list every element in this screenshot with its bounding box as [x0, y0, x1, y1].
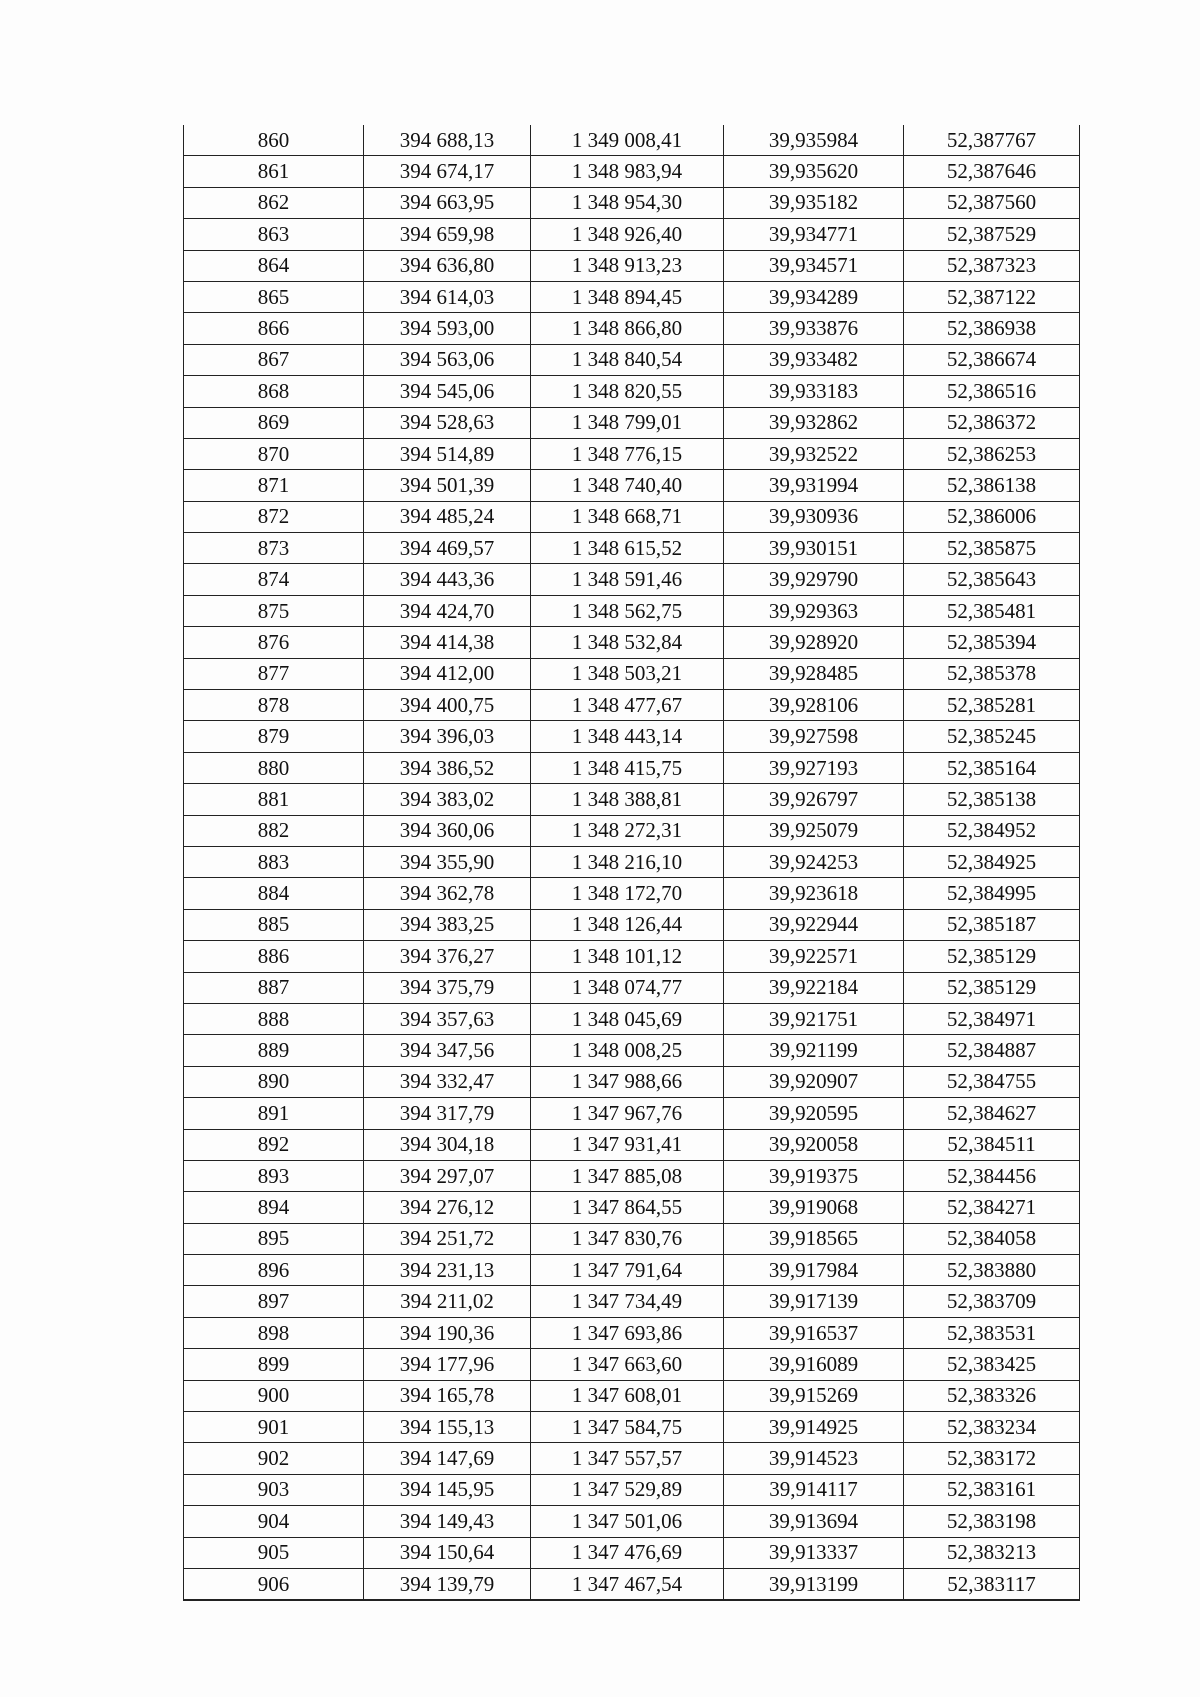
latitude-cell: 52,385281 [904, 690, 1080, 721]
x-coordinate-cell: 394 139,79 [364, 1568, 531, 1600]
latitude-cell: 52,383326 [904, 1380, 1080, 1411]
point-number-cell: 896 [184, 1255, 364, 1286]
table-row [184, 376, 1080, 407]
x-coordinate-cell: 394 386,52 [364, 752, 531, 783]
point-number-cell: 875 [184, 595, 364, 626]
x-coordinate-cell: 394 412,00 [364, 658, 531, 689]
longitude-cell: 39,917984 [724, 1255, 904, 1286]
coordinates-table [183, 125, 1080, 1601]
longitude-cell: 39,930151 [724, 533, 904, 564]
longitude-cell: 39,932522 [724, 438, 904, 469]
y-coordinate-cell: 1 347 557,57 [531, 1443, 724, 1474]
y-coordinate-cell: 1 347 584,75 [531, 1412, 724, 1443]
longitude-cell: 39,914925 [724, 1412, 904, 1443]
longitude-cell: 39,923618 [724, 878, 904, 909]
y-coordinate-cell: 1 348 799,01 [531, 407, 724, 438]
table-row [184, 1003, 1080, 1034]
latitude-cell: 52,383198 [904, 1506, 1080, 1537]
x-coordinate-cell: 394 190,36 [364, 1317, 531, 1348]
table-row [184, 752, 1080, 783]
longitude-cell: 39,913337 [724, 1537, 904, 1568]
x-coordinate-cell: 394 614,03 [364, 281, 531, 312]
y-coordinate-cell: 1 347 864,55 [531, 1192, 724, 1223]
y-coordinate-cell: 1 348 008,25 [531, 1035, 724, 1066]
point-number-cell: 906 [184, 1568, 364, 1600]
longitude-cell: 39,933183 [724, 376, 904, 407]
longitude-cell: 39,935620 [724, 156, 904, 187]
longitude-cell: 39,919068 [724, 1192, 904, 1223]
x-coordinate-cell: 394 469,57 [364, 533, 531, 564]
table-row [184, 1223, 1080, 1254]
longitude-cell: 39,929790 [724, 564, 904, 595]
y-coordinate-cell: 1 347 501,06 [531, 1506, 724, 1537]
latitude-cell: 52,383161 [904, 1474, 1080, 1505]
latitude-cell: 52,384925 [904, 846, 1080, 877]
table-row [184, 1568, 1080, 1600]
point-number-cell: 905 [184, 1537, 364, 1568]
latitude-cell: 52,385643 [904, 564, 1080, 595]
latitude-cell: 52,386674 [904, 344, 1080, 375]
point-number-cell: 900 [184, 1380, 364, 1411]
latitude-cell: 52,386006 [904, 501, 1080, 532]
y-coordinate-cell: 1 348 415,75 [531, 752, 724, 783]
x-coordinate-cell: 394 501,39 [364, 470, 531, 501]
longitude-cell: 39,922944 [724, 909, 904, 940]
latitude-cell: 52,386138 [904, 470, 1080, 501]
table-row [184, 125, 1080, 156]
table-row [184, 407, 1080, 438]
latitude-cell: 52,385187 [904, 909, 1080, 940]
x-coordinate-cell: 394 251,72 [364, 1223, 531, 1254]
latitude-cell: 52,385394 [904, 627, 1080, 658]
latitude-cell: 52,383172 [904, 1443, 1080, 1474]
y-coordinate-cell: 1 347 931,41 [531, 1129, 724, 1160]
y-coordinate-cell: 1 347 734,49 [531, 1286, 724, 1317]
longitude-cell: 39,914117 [724, 1474, 904, 1505]
y-coordinate-cell: 1 347 988,66 [531, 1066, 724, 1097]
point-number-cell: 870 [184, 438, 364, 469]
latitude-cell: 52,385129 [904, 941, 1080, 972]
latitude-cell: 52,383117 [904, 1568, 1080, 1600]
longitude-cell: 39,920595 [724, 1098, 904, 1129]
latitude-cell: 52,385378 [904, 658, 1080, 689]
longitude-cell: 39,935984 [724, 125, 904, 156]
table-row [184, 1380, 1080, 1411]
x-coordinate-cell: 394 155,13 [364, 1412, 531, 1443]
point-number-cell: 864 [184, 250, 364, 281]
x-coordinate-cell: 394 147,69 [364, 1443, 531, 1474]
table-row [184, 1506, 1080, 1537]
longitude-cell: 39,921751 [724, 1003, 904, 1034]
point-number-cell: 873 [184, 533, 364, 564]
x-coordinate-cell: 394 383,25 [364, 909, 531, 940]
latitude-cell: 52,386938 [904, 313, 1080, 344]
y-coordinate-cell: 1 348 126,44 [531, 909, 724, 940]
latitude-cell: 52,387323 [904, 250, 1080, 281]
y-coordinate-cell: 1 348 101,12 [531, 941, 724, 972]
y-coordinate-cell: 1 347 885,08 [531, 1160, 724, 1191]
y-coordinate-cell: 1 347 529,89 [531, 1474, 724, 1505]
x-coordinate-cell: 394 485,24 [364, 501, 531, 532]
y-coordinate-cell: 1 348 983,94 [531, 156, 724, 187]
y-coordinate-cell: 1 348 913,23 [531, 250, 724, 281]
x-coordinate-cell: 394 150,64 [364, 1537, 531, 1568]
y-coordinate-cell: 1 347 608,01 [531, 1380, 724, 1411]
table-row [184, 1255, 1080, 1286]
table-row [184, 658, 1080, 689]
point-number-cell: 889 [184, 1035, 364, 1066]
latitude-cell: 52,383425 [904, 1349, 1080, 1380]
longitude-cell: 39,927598 [724, 721, 904, 752]
longitude-cell: 39,918565 [724, 1223, 904, 1254]
point-number-cell: 860 [184, 125, 364, 156]
latitude-cell: 52,384952 [904, 815, 1080, 846]
y-coordinate-cell: 1 347 791,64 [531, 1255, 724, 1286]
table-row [184, 909, 1080, 940]
table-row [184, 972, 1080, 1003]
table-row [184, 533, 1080, 564]
y-coordinate-cell: 1 347 967,76 [531, 1098, 724, 1129]
latitude-cell: 52,384755 [904, 1066, 1080, 1097]
x-coordinate-cell: 394 360,06 [364, 815, 531, 846]
y-coordinate-cell: 1 348 532,84 [531, 627, 724, 658]
latitude-cell: 52,385875 [904, 533, 1080, 564]
table-row [184, 1160, 1080, 1191]
x-coordinate-cell: 394 149,43 [364, 1506, 531, 1537]
point-number-cell: 867 [184, 344, 364, 375]
x-coordinate-cell: 394 145,95 [364, 1474, 531, 1505]
x-coordinate-cell: 394 347,56 [364, 1035, 531, 1066]
latitude-cell: 52,385164 [904, 752, 1080, 783]
point-number-cell: 892 [184, 1129, 364, 1160]
table-row [184, 313, 1080, 344]
y-coordinate-cell: 1 348 216,10 [531, 846, 724, 877]
latitude-cell: 52,386372 [904, 407, 1080, 438]
point-number-cell: 887 [184, 972, 364, 1003]
table-row [184, 1317, 1080, 1348]
x-coordinate-cell: 394 317,79 [364, 1098, 531, 1129]
point-number-cell: 890 [184, 1066, 364, 1097]
latitude-cell: 52,385129 [904, 972, 1080, 1003]
table-row [184, 941, 1080, 972]
point-number-cell: 876 [184, 627, 364, 658]
x-coordinate-cell: 394 332,47 [364, 1066, 531, 1097]
y-coordinate-cell: 1 348 503,21 [531, 658, 724, 689]
longitude-cell: 39,921199 [724, 1035, 904, 1066]
y-coordinate-cell: 1 348 045,69 [531, 1003, 724, 1034]
point-number-cell: 891 [184, 1098, 364, 1129]
x-coordinate-cell: 394 663,95 [364, 187, 531, 218]
table-row [184, 1129, 1080, 1160]
point-number-cell: 882 [184, 815, 364, 846]
y-coordinate-cell: 1 348 894,45 [531, 281, 724, 312]
x-coordinate-cell: 394 177,96 [364, 1349, 531, 1380]
table-row [184, 219, 1080, 250]
point-number-cell: 862 [184, 187, 364, 218]
latitude-cell: 52,383880 [904, 1255, 1080, 1286]
table-row [184, 595, 1080, 626]
table-row [184, 281, 1080, 312]
longitude-cell: 39,922184 [724, 972, 904, 1003]
point-number-cell: 901 [184, 1412, 364, 1443]
x-coordinate-cell: 394 424,70 [364, 595, 531, 626]
x-coordinate-cell: 394 674,17 [364, 156, 531, 187]
point-number-cell: 879 [184, 721, 364, 752]
y-coordinate-cell: 1 348 954,30 [531, 187, 724, 218]
y-coordinate-cell: 1 348 926,40 [531, 219, 724, 250]
latitude-cell: 52,387767 [904, 125, 1080, 156]
longitude-cell: 39,916089 [724, 1349, 904, 1380]
table-row [184, 1537, 1080, 1568]
y-coordinate-cell: 1 348 074,77 [531, 972, 724, 1003]
table-row [184, 627, 1080, 658]
longitude-cell: 39,919375 [724, 1160, 904, 1191]
longitude-cell: 39,934289 [724, 281, 904, 312]
latitude-cell: 52,387560 [904, 187, 1080, 218]
x-coordinate-cell: 394 211,02 [364, 1286, 531, 1317]
point-number-cell: 872 [184, 501, 364, 532]
longitude-cell: 39,930936 [724, 501, 904, 532]
point-number-cell: 904 [184, 1506, 364, 1537]
latitude-cell: 52,383234 [904, 1412, 1080, 1443]
table-row [184, 1474, 1080, 1505]
latitude-cell: 52,384058 [904, 1223, 1080, 1254]
point-number-cell: 877 [184, 658, 364, 689]
table-row [184, 721, 1080, 752]
point-number-cell: 886 [184, 941, 364, 972]
latitude-cell: 52,384271 [904, 1192, 1080, 1223]
table-row [184, 1192, 1080, 1223]
point-number-cell: 871 [184, 470, 364, 501]
table-row [184, 187, 1080, 218]
point-number-cell: 885 [184, 909, 364, 940]
point-number-cell: 878 [184, 690, 364, 721]
point-number-cell: 861 [184, 156, 364, 187]
table-row [184, 344, 1080, 375]
y-coordinate-cell: 1 348 272,31 [531, 815, 724, 846]
table-row [184, 1098, 1080, 1129]
longitude-cell: 39,927193 [724, 752, 904, 783]
latitude-cell: 52,385245 [904, 721, 1080, 752]
y-coordinate-cell: 1 348 443,14 [531, 721, 724, 752]
table-row [184, 815, 1080, 846]
y-coordinate-cell: 1 347 830,76 [531, 1223, 724, 1254]
x-coordinate-cell: 394 375,79 [364, 972, 531, 1003]
x-coordinate-cell: 394 545,06 [364, 376, 531, 407]
y-coordinate-cell: 1 347 663,60 [531, 1349, 724, 1380]
table-row [184, 690, 1080, 721]
y-coordinate-cell: 1 347 467,54 [531, 1568, 724, 1600]
point-number-cell: 902 [184, 1443, 364, 1474]
latitude-cell: 52,387122 [904, 281, 1080, 312]
x-coordinate-cell: 394 231,13 [364, 1255, 531, 1286]
longitude-cell: 39,920907 [724, 1066, 904, 1097]
table-row [184, 1066, 1080, 1097]
y-coordinate-cell: 1 348 668,71 [531, 501, 724, 532]
point-number-cell: 898 [184, 1317, 364, 1348]
point-number-cell: 903 [184, 1474, 364, 1505]
point-number-cell: 899 [184, 1349, 364, 1380]
point-number-cell: 881 [184, 784, 364, 815]
x-coordinate-cell: 394 688,13 [364, 125, 531, 156]
y-coordinate-cell: 1 348 615,52 [531, 533, 724, 564]
y-coordinate-cell: 1 349 008,41 [531, 125, 724, 156]
longitude-cell: 39,933876 [724, 313, 904, 344]
longitude-cell: 39,913199 [724, 1568, 904, 1600]
point-number-cell: 897 [184, 1286, 364, 1317]
x-coordinate-cell: 394 165,78 [364, 1380, 531, 1411]
x-coordinate-cell: 394 396,03 [364, 721, 531, 752]
y-coordinate-cell: 1 347 693,86 [531, 1317, 724, 1348]
latitude-cell: 52,383531 [904, 1317, 1080, 1348]
x-coordinate-cell: 394 355,90 [364, 846, 531, 877]
table-row [184, 1286, 1080, 1317]
table-row [184, 564, 1080, 595]
latitude-cell: 52,386516 [904, 376, 1080, 407]
table-row [184, 1035, 1080, 1066]
table-row [184, 250, 1080, 281]
x-coordinate-cell: 394 383,02 [364, 784, 531, 815]
longitude-cell: 39,926797 [724, 784, 904, 815]
longitude-cell: 39,925079 [724, 815, 904, 846]
longitude-cell: 39,931994 [724, 470, 904, 501]
x-coordinate-cell: 394 357,63 [364, 1003, 531, 1034]
table-row [184, 470, 1080, 501]
longitude-cell: 39,924253 [724, 846, 904, 877]
y-coordinate-cell: 1 348 740,40 [531, 470, 724, 501]
coordinates-table-body [184, 125, 1080, 1600]
longitude-cell: 39,934771 [724, 219, 904, 250]
point-number-cell: 893 [184, 1160, 364, 1191]
point-number-cell: 894 [184, 1192, 364, 1223]
x-coordinate-cell: 394 297,07 [364, 1160, 531, 1191]
table-row [184, 156, 1080, 187]
x-coordinate-cell: 394 443,36 [364, 564, 531, 595]
y-coordinate-cell: 1 348 562,75 [531, 595, 724, 626]
latitude-cell: 52,384887 [904, 1035, 1080, 1066]
latitude-cell: 52,384995 [904, 878, 1080, 909]
y-coordinate-cell: 1 347 476,69 [531, 1537, 724, 1568]
y-coordinate-cell: 1 348 172,70 [531, 878, 724, 909]
x-coordinate-cell: 394 593,00 [364, 313, 531, 344]
x-coordinate-cell: 394 376,27 [364, 941, 531, 972]
longitude-cell: 39,917139 [724, 1286, 904, 1317]
latitude-cell: 52,383213 [904, 1537, 1080, 1568]
longitude-cell: 39,913694 [724, 1506, 904, 1537]
longitude-cell: 39,928920 [724, 627, 904, 658]
x-coordinate-cell: 394 514,89 [364, 438, 531, 469]
longitude-cell: 39,933482 [724, 344, 904, 375]
table-row [184, 846, 1080, 877]
longitude-cell: 39,935182 [724, 187, 904, 218]
latitude-cell: 52,387529 [904, 219, 1080, 250]
latitude-cell: 52,384511 [904, 1129, 1080, 1160]
x-coordinate-cell: 394 414,38 [364, 627, 531, 658]
point-number-cell: 865 [184, 281, 364, 312]
y-coordinate-cell: 1 348 591,46 [531, 564, 724, 595]
longitude-cell: 39,928485 [724, 658, 904, 689]
y-coordinate-cell: 1 348 840,54 [531, 344, 724, 375]
point-number-cell: 884 [184, 878, 364, 909]
latitude-cell: 52,383709 [904, 1286, 1080, 1317]
longitude-cell: 39,920058 [724, 1129, 904, 1160]
x-coordinate-cell: 394 636,80 [364, 250, 531, 281]
y-coordinate-cell: 1 348 388,81 [531, 784, 724, 815]
x-coordinate-cell: 394 400,75 [364, 690, 531, 721]
point-number-cell: 866 [184, 313, 364, 344]
longitude-cell: 39,928106 [724, 690, 904, 721]
latitude-cell: 52,385481 [904, 595, 1080, 626]
latitude-cell: 52,385138 [904, 784, 1080, 815]
latitude-cell: 52,384971 [904, 1003, 1080, 1034]
longitude-cell: 39,915269 [724, 1380, 904, 1411]
point-number-cell: 895 [184, 1223, 364, 1254]
x-coordinate-cell: 394 304,18 [364, 1129, 531, 1160]
longitude-cell: 39,922571 [724, 941, 904, 972]
table-row [184, 501, 1080, 532]
longitude-cell: 39,929363 [724, 595, 904, 626]
table-row [184, 438, 1080, 469]
latitude-cell: 52,386253 [904, 438, 1080, 469]
y-coordinate-cell: 1 348 866,80 [531, 313, 724, 344]
x-coordinate-cell: 394 563,06 [364, 344, 531, 375]
x-coordinate-cell: 394 659,98 [364, 219, 531, 250]
y-coordinate-cell: 1 348 820,55 [531, 376, 724, 407]
longitude-cell: 39,916537 [724, 1317, 904, 1348]
point-number-cell: 863 [184, 219, 364, 250]
x-coordinate-cell: 394 276,12 [364, 1192, 531, 1223]
longitude-cell: 39,934571 [724, 250, 904, 281]
point-number-cell: 880 [184, 752, 364, 783]
table-row [184, 1349, 1080, 1380]
table-row [184, 784, 1080, 815]
table-row [184, 878, 1080, 909]
x-coordinate-cell: 394 362,78 [364, 878, 531, 909]
y-coordinate-cell: 1 348 776,15 [531, 438, 724, 469]
x-coordinate-cell: 394 528,63 [364, 407, 531, 438]
y-coordinate-cell: 1 348 477,67 [531, 690, 724, 721]
latitude-cell: 52,384456 [904, 1160, 1080, 1191]
point-number-cell: 869 [184, 407, 364, 438]
point-number-cell: 888 [184, 1003, 364, 1034]
point-number-cell: 868 [184, 376, 364, 407]
longitude-cell: 39,914523 [724, 1443, 904, 1474]
table-row [184, 1412, 1080, 1443]
longitude-cell: 39,932862 [724, 407, 904, 438]
latitude-cell: 52,387646 [904, 156, 1080, 187]
latitude-cell: 52,384627 [904, 1098, 1080, 1129]
point-number-cell: 874 [184, 564, 364, 595]
table-row [184, 1443, 1080, 1474]
point-number-cell: 883 [184, 846, 364, 877]
